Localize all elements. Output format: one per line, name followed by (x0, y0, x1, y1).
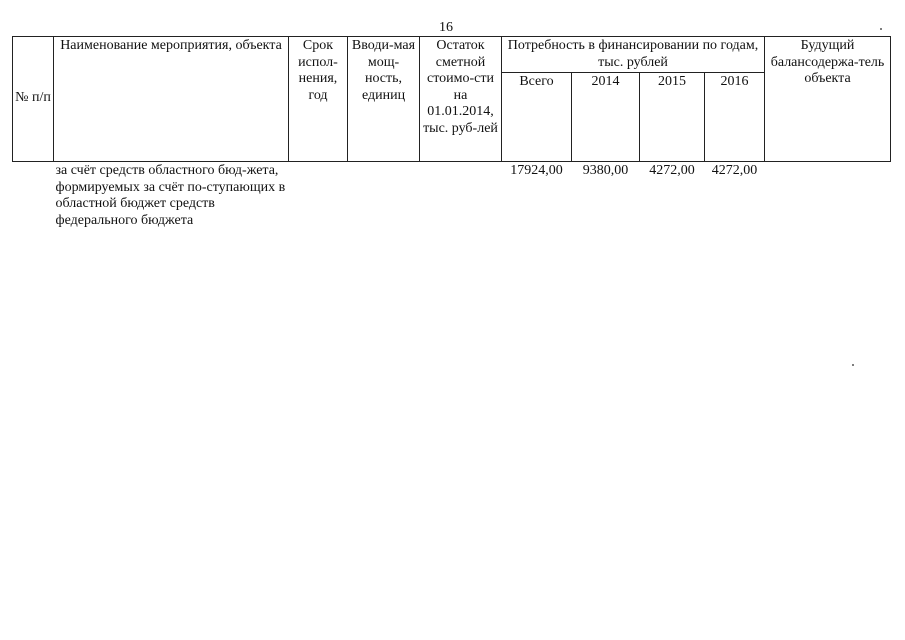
header-2016: 2016 (705, 73, 765, 162)
cell-num (13, 162, 54, 231)
cell-name: за счёт средств областного бюд-жета, формируемых за счёт по-ступающих в областной бюджет средств федерального бюджета (55, 163, 286, 228)
cell-2015: 4272,00 (649, 163, 695, 178)
header-2015: 2015 (640, 73, 705, 162)
header-2014: 2014 (572, 73, 640, 162)
header-holder: Будущий балансодержа-тель объекта (765, 37, 891, 162)
header-name: Наименование мероприятия, объекта (54, 37, 289, 162)
cell-total: 17924,00 (510, 163, 563, 178)
header-term: Срок испол-нения, год (289, 37, 348, 162)
header-num: № п/п (13, 37, 54, 162)
cell-term (289, 162, 348, 231)
header-total: Всего (502, 73, 572, 162)
cell-2014: 9380,00 (582, 163, 629, 178)
cell-2016: 4272,00 (711, 163, 758, 178)
scan-speck (852, 364, 854, 366)
header-capacity: Вводи-мая мощ-ность, единиц (348, 37, 420, 162)
header-remainder: Остаток сметной стоимо-сти на 01.01.2014, тыс. руб-лей (420, 37, 502, 162)
header-funding-group: Потребность в финансировании по годам, тыс. рублей (502, 37, 765, 73)
page-number: 16 (439, 20, 453, 35)
cell-capacity (348, 162, 420, 231)
cell-holder (765, 162, 891, 231)
table-row (13, 162, 891, 231)
financing-table (12, 36, 891, 230)
scan-speck (880, 28, 882, 30)
cell-remainder (420, 162, 502, 231)
